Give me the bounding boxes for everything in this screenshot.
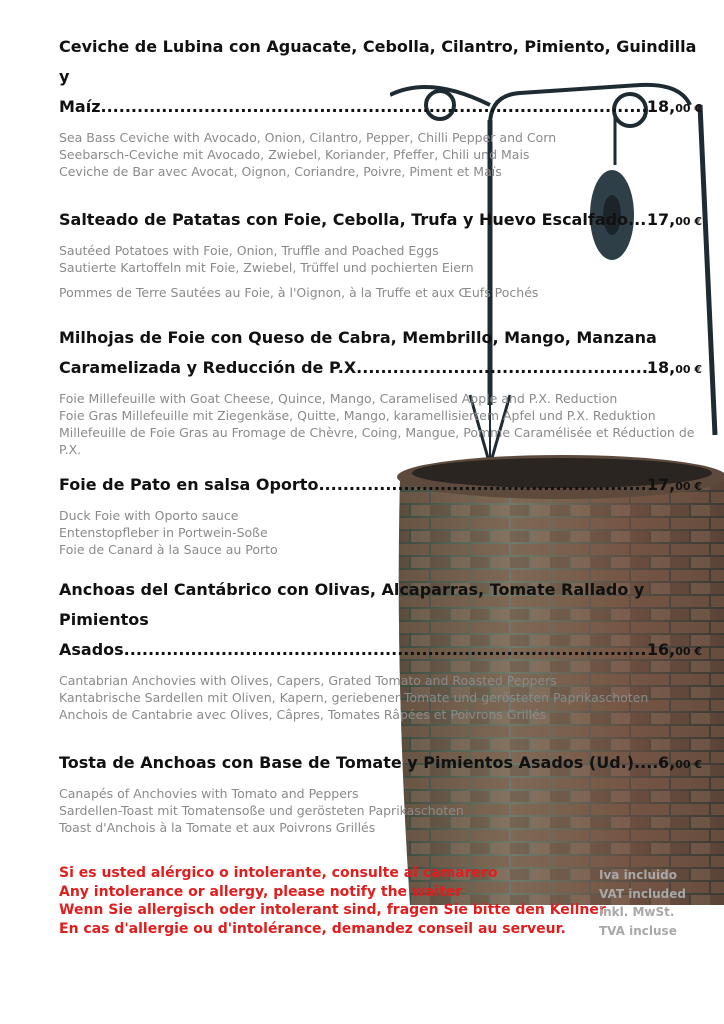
dish-description-en: Canapés of Anchovies with Tomato and Peppers bbox=[59, 786, 359, 801]
tax-note-en: VAT included bbox=[599, 886, 686, 901]
dish-title: Milhojas de Foie con Queso de Cabra, Membrillo, Mango, Manzana bbox=[59, 328, 657, 347]
dish-description-fr: Foie de Canard à la Sauce au Porto bbox=[59, 542, 278, 557]
dish-price: 16,00 € bbox=[646, 640, 702, 659]
dish-description-de: Entenstopfleber in Portwein-Soße bbox=[59, 525, 268, 540]
dish-price: 17,00 € bbox=[646, 210, 702, 229]
dish-description-de: Seebarsch-Ceviche mit Avocado, Zwiebel, Koriander, Pfeffer, Chili und Mais bbox=[59, 147, 530, 162]
menu-item bbox=[59, 470, 702, 558]
menu-item bbox=[59, 323, 702, 458]
allergy-note-en: Any intolerance or allergy, please notify the waiter bbox=[59, 883, 463, 900]
tax-note-es: Iva incluido bbox=[599, 868, 677, 882]
dish-description-en: Foie Millefeuille with Goat Cheese, Quince, Mango, Caramelised Apple and P.X. Reduction bbox=[59, 391, 618, 406]
menu-content bbox=[59, 32, 702, 836]
dish-title: Tosta de Anchoas con Base de Tomate y Pimientos Asados (Ud.) bbox=[59, 753, 635, 772]
dot-leader bbox=[634, 748, 658, 778]
dot-leader bbox=[362, 353, 647, 383]
dish-title: Caramelizada y Reducción de P.X. bbox=[59, 358, 363, 377]
dish-description-en: Sea Bass Ceviche with Avocado, Onion, Cilantro, Pepper, Chilli Pepper and Corn bbox=[59, 130, 557, 145]
dish-description-fr: Ceviche de Bar avec Avocat, Oignon, Coriandre, Poivre, Piment et Maïs bbox=[59, 164, 502, 179]
tax-note-fr: TVA incluse bbox=[599, 923, 677, 938]
allergy-note-es: Si es usted alérgico o intolerante, consulte al camarero bbox=[59, 865, 498, 881]
dish-title-price-line bbox=[59, 470, 702, 502]
dish-title: Foie de Pato en salsa Oporto bbox=[59, 475, 319, 494]
dish-price: 18,00 € bbox=[646, 97, 702, 116]
dish-title-price-line bbox=[59, 635, 702, 667]
dish-description-de: Kantabrische Sardellen mit Oliven, Kapern, geriebener Tomate und gerösteten Paprikaschoten bbox=[59, 690, 649, 705]
dish-title: Asados bbox=[59, 640, 124, 659]
dish-title-price-line bbox=[59, 205, 702, 237]
allergy-notice bbox=[59, 864, 679, 938]
dish-description-fr: Toast d'Anchois à la Tomate et aux Poivrons Grillés bbox=[59, 820, 376, 835]
dot-leader bbox=[101, 92, 647, 122]
dish-description-fr: Pommes de Terre Sautées au Foie, à l'Oignon, à la Truffe et aux Œufs Pochés bbox=[59, 285, 539, 300]
dish-description-de: Foie Gras Millefeuille mit Ziegenkäse, Quitte, Mango, karamellisiertem Apfel und P.X. Reduktion bbox=[59, 408, 656, 423]
dish-title-price-line bbox=[59, 92, 702, 124]
dish-price: 18,00 € bbox=[646, 358, 702, 377]
tax-notice bbox=[599, 866, 686, 940]
dot-leader bbox=[124, 635, 647, 665]
dish-description-en: Sautéed Potatoes with Foie, Onion, Truffle and Poached Eggs bbox=[59, 243, 439, 258]
dish-title: Maíz bbox=[59, 97, 101, 116]
allergy-note-de: Wenn Sie allergisch oder intolerant sind, fragen Sie bitte den Kellner bbox=[59, 902, 606, 918]
menu-item bbox=[59, 748, 702, 836]
menu-item bbox=[59, 205, 702, 301]
allergy-note-fr: En cas d'allergie ou d'intolérance, demandez conseil au serveur. bbox=[59, 920, 566, 937]
dish-title-price-line bbox=[59, 353, 702, 385]
dish-title: Ceviche de Lubina con Aguacate, Cebolla, Cilantro, Pimiento, Guindilla y bbox=[59, 37, 697, 86]
dish-price: 17,00 € bbox=[646, 475, 702, 494]
dish-price: 6,00 € bbox=[657, 753, 702, 772]
dish-description-de: Sardellen-Toast mit Tomatensoße und gerösteten Paprikaschoten bbox=[59, 803, 464, 818]
dish-description-de: Sautierte Kartoffeln mit Foie, Zwiebel, Trüffel und pochierten Eiern bbox=[59, 260, 474, 275]
dish-title: Anchoas del Cantábrico con Olivas, Alcaparras, Tomate Rallado y Pimientos bbox=[59, 580, 645, 629]
menu-item bbox=[59, 575, 702, 723]
dot-leader bbox=[318, 470, 646, 500]
dish-title-price-line bbox=[59, 748, 702, 780]
menu-item bbox=[59, 32, 702, 180]
dish-description-en: Duck Foie with Oporto sauce bbox=[59, 508, 239, 523]
dot-leader bbox=[628, 205, 647, 235]
dish-description-en: Cantabrian Anchovies with Olives, Capers, Grated Tomato and Roasted Peppers bbox=[59, 673, 557, 688]
tax-note-de: inkl. MwSt. bbox=[599, 905, 675, 919]
dish-title: Salteado de Patatas con Foie, Cebolla, Trufa y Huevo Escalfado bbox=[59, 210, 629, 229]
dish-description-fr: Anchois de Cantabrie avec Olives, Câpres, Tomates Râpées et Poivrons Grillés bbox=[59, 707, 547, 722]
dish-description-fr: Millefeuille de Foie Gras au Fromage de Chèvre, Coing, Mangue, Pomme Caramélisée et Réduction de P.X. bbox=[59, 425, 695, 457]
